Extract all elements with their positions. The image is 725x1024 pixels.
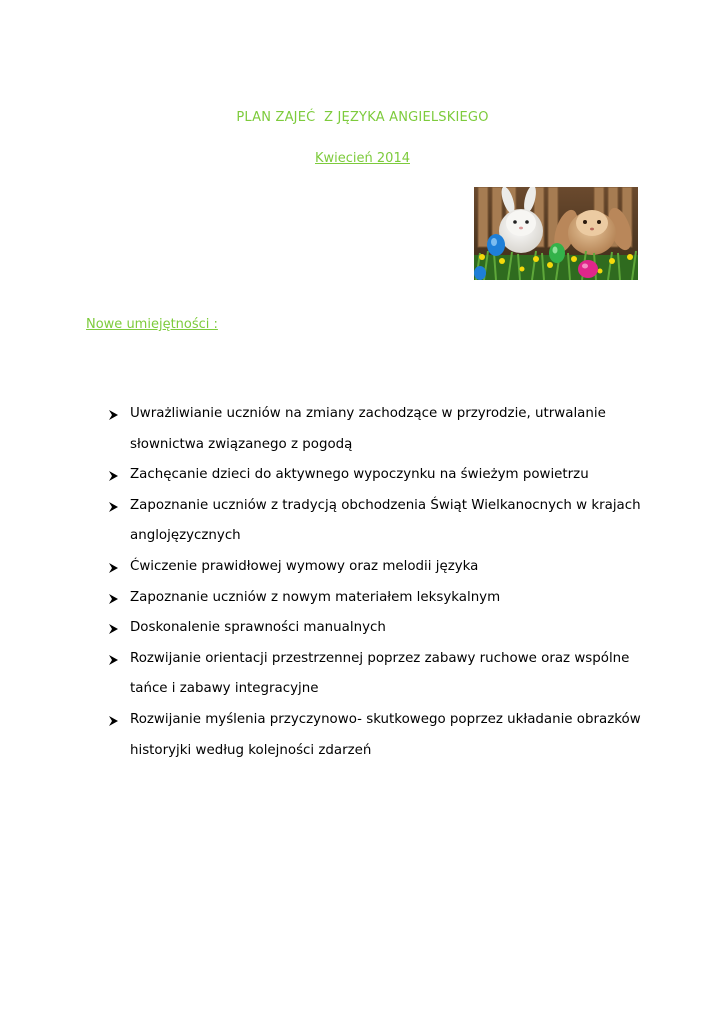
arrowhead-bullet-icon bbox=[108, 502, 119, 512]
page-title: PLAN ZAJEĆ Z JĘZYKA ANGIELSKIEGO bbox=[236, 110, 489, 125]
list-item bbox=[108, 705, 653, 766]
arrowhead-bullet-icon bbox=[108, 716, 119, 726]
list-item bbox=[108, 552, 653, 583]
skill-text: Ćwiczenie prawidłowej wymowy oraz melodii języka bbox=[130, 558, 479, 574]
arrowhead-bullet-icon bbox=[108, 655, 119, 665]
list-item bbox=[108, 613, 653, 644]
skill-text: Rozwijanie orientacji przestrzennej poprzez zabawy ruchowe oraz wspólne tańce i zabawy integracyjne bbox=[130, 650, 630, 697]
section-heading: Nowe umiejętności : bbox=[86, 317, 218, 332]
arrowhead-bullet-icon bbox=[108, 410, 119, 420]
list-item bbox=[108, 644, 653, 705]
arrowhead-bullet-icon bbox=[108, 594, 119, 604]
skill-text: Zapoznanie uczniów z nowym materiałem leksykalnym bbox=[130, 589, 501, 605]
skill-text: Doskonalenie sprawności manualnych bbox=[130, 620, 386, 636]
skill-text: Zachęcanie dzieci do aktywnego wypoczynku na świeżym powietrzu bbox=[130, 467, 589, 483]
list-item bbox=[108, 399, 653, 460]
arrowhead-bullet-icon bbox=[108, 471, 119, 481]
skills-list bbox=[108, 399, 653, 766]
list-item bbox=[108, 491, 653, 552]
easter-bunnies-photo-icon bbox=[474, 187, 638, 280]
skill-text: Rozwijanie myślenia przyczynowo- skutkowego poprzez układanie obrazków historyjki według kolejności zdarzeń bbox=[130, 711, 641, 758]
skill-text: Zapoznanie uczniów z tradycją obchodzenia Świąt Wielkanocnych w krajach anglojęzycznych bbox=[130, 497, 641, 544]
arrowhead-bullet-icon bbox=[108, 563, 119, 573]
arrowhead-bullet-icon bbox=[108, 624, 119, 634]
page-subtitle: Kwiecień 2014 bbox=[315, 151, 410, 166]
list-item bbox=[108, 583, 653, 614]
list-item bbox=[108, 460, 653, 491]
skill-text: Uwrażliwianie uczniów na zmiany zachodzące w przyrodzie, utrwalanie słownictwa związanego z pogodą bbox=[130, 406, 606, 452]
